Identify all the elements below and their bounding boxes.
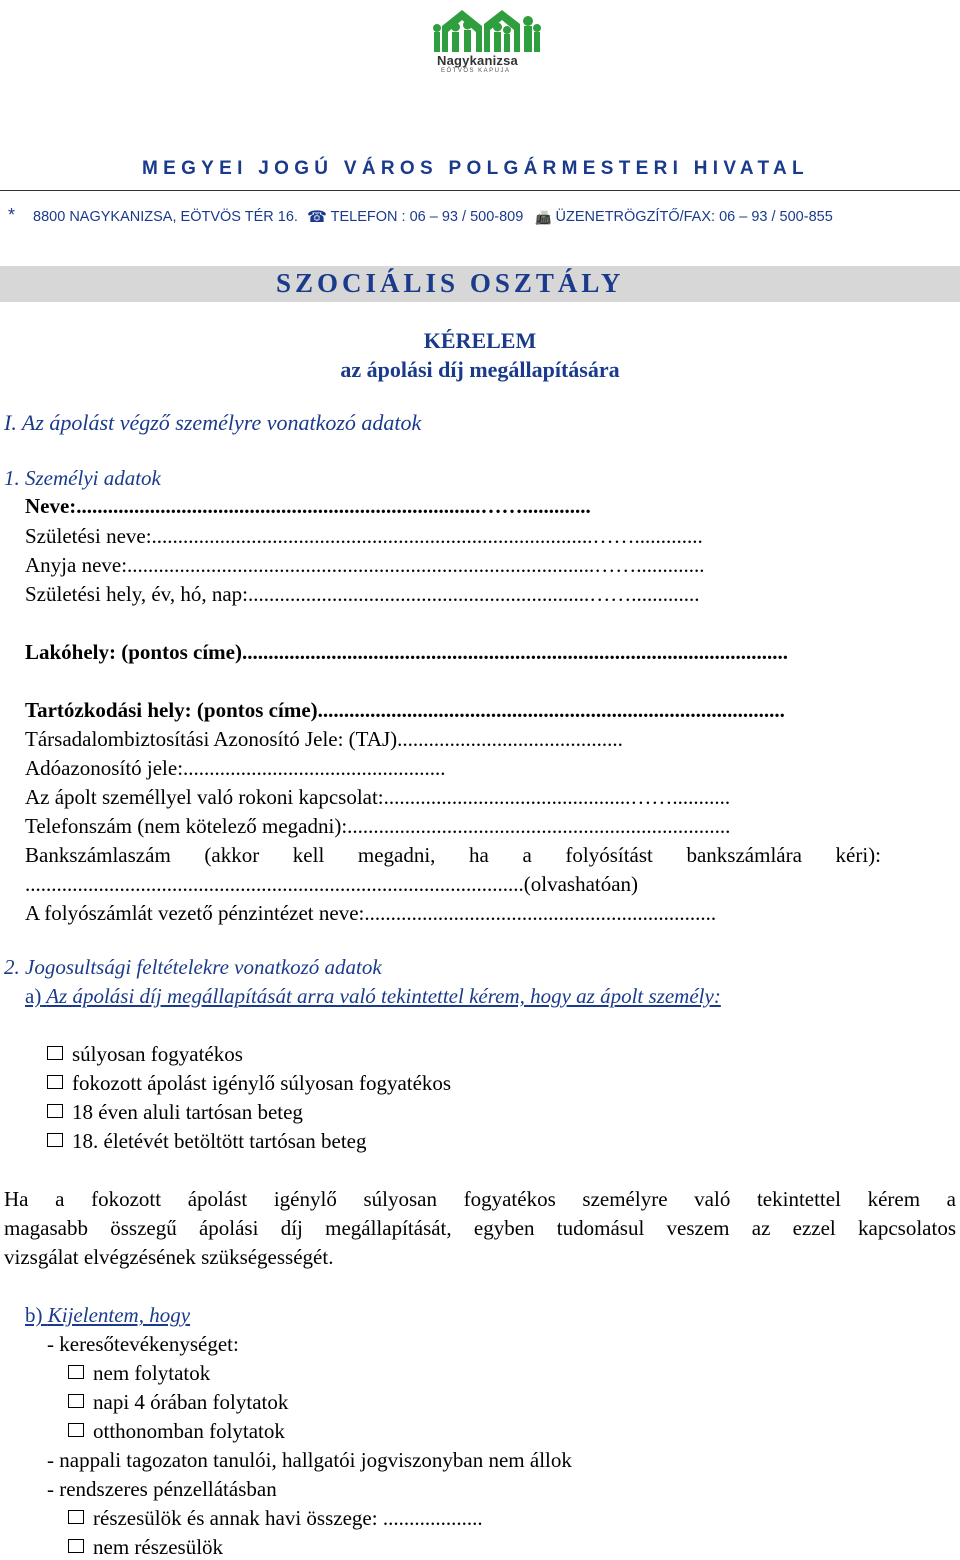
work-option-none[interactable] xyxy=(68,1360,210,1386)
benefit-option-yes[interactable] xyxy=(68,1505,483,1531)
address-text: 8800 NAGYKANIZSA, EÖTVÖS TÉR 16. xyxy=(33,209,298,225)
checkbox[interactable] xyxy=(47,1046,63,1060)
fax-text: ÜZENETRÖGZÍTŐ/FAX: 06 – 93 / 500-855 xyxy=(555,209,833,225)
work-option-home[interactable] xyxy=(68,1418,285,1444)
option-under-18-ill[interactable] xyxy=(47,1099,303,1125)
section2a-label: a) xyxy=(25,984,42,1008)
paragraph-line-1: Ha a fokozott ápolást igénylő súlyosan fogyatékos személyre való tekintettel kérem a xyxy=(4,1187,956,1211)
field-relation[interactable]: Az ápolt személlyel való rokoni kapcsolat:...............................................……........... xyxy=(25,785,731,809)
option-enhanced-care[interactable] xyxy=(47,1070,451,1096)
benefit-label: - rendszeres pénzellátásban xyxy=(47,1477,277,1501)
field-mother-name[interactable]: Anyja neve:.........................................................................................……............. xyxy=(25,553,705,577)
field-bank-account-label: Bankszámlaszám (akkor kell megadni, ha a folyósítást bankszámlára kéri): xyxy=(25,843,881,867)
field-birth-place-date[interactable]: Születési hely, év, hó, nap:.................................................................……............. xyxy=(25,582,700,606)
logo-wordmark: Nagykanizsa xyxy=(437,53,518,68)
field-name[interactable]: Neve:.............................................................................……............. xyxy=(25,494,591,518)
option-label: 18 éven aluli tartósan beteg xyxy=(72,1100,303,1124)
field-residence[interactable]: Lakóhely: (pontos címe)........................................................................................................ xyxy=(25,640,788,664)
section1-heading: I. Az ápolást végző személyre vonatkozó adatok xyxy=(4,410,422,435)
option-label: súlyosan fogyatékos xyxy=(72,1042,243,1066)
option-label: nem folytatok xyxy=(93,1361,211,1385)
address-line xyxy=(8,205,833,227)
field-stay-address[interactable]: Tartózkodási hely: (pontos címe)......................................................................................... xyxy=(25,698,785,722)
department-title: SZOCIÁLIS OSZTÁLY xyxy=(276,268,625,298)
header-divider xyxy=(0,190,960,191)
field-phone[interactable]: Telefonszám (nem kötelező megadni):......................................................................... xyxy=(25,814,731,838)
personal-data-heading: 1. Személyi adatok xyxy=(4,466,161,490)
paragraph-line-3: vizsgálat elvégzésének szükségességét. xyxy=(4,1245,334,1269)
work-label: - keresőtevékenységet: xyxy=(47,1332,239,1356)
benefit-option-no[interactable] xyxy=(68,1534,223,1560)
request-title: KÉRELEM xyxy=(423,328,537,353)
section2a-line xyxy=(25,983,721,1009)
office-title: MEGYEI JOGÚ VÁROS POLGÁRMESTERI HIVATAL xyxy=(142,158,809,179)
field-taj[interactable]: Társadalombiztosítási Azonosító Jele: (TAJ)........................................... xyxy=(25,727,623,751)
option-label: nem részesülök xyxy=(93,1535,224,1559)
field-bank-name[interactable]: A folyószámlát vezető pénzintézet neve:................................................................... xyxy=(25,901,717,925)
option-label: részesülök és annak havi összege: ................... xyxy=(93,1506,483,1530)
paragraph-line-2: magasabb összegű ápolási díj megállapítását, egyben tudomásul veszem az ezzel kapcsolatos xyxy=(4,1216,956,1240)
checkbox[interactable] xyxy=(68,1365,84,1379)
checkbox[interactable] xyxy=(68,1423,84,1437)
option-label: fokozott ápolást igénylő súlyosan fogyatékos xyxy=(72,1071,452,1095)
field-bank-account[interactable]: ...............................................................................................(olvashatóan) xyxy=(25,872,639,896)
checkbox[interactable] xyxy=(47,1133,63,1147)
option-severely-disabled[interactable] xyxy=(47,1041,243,1067)
logo-tagline: EÖTVÖS KAPUJA xyxy=(441,68,511,74)
section2b-text: Kijelentem, hogy xyxy=(47,1303,191,1327)
request-subtitle: az ápolási díj megállapítására xyxy=(340,357,620,382)
section2b-line xyxy=(25,1302,190,1328)
section2-heading: 2. Jogosultsági feltételekre vonatkozó adatok xyxy=(4,955,382,979)
checkbox[interactable] xyxy=(68,1394,84,1408)
field-birth-name[interactable]: Születési neve:....................................................................................……............. xyxy=(25,524,703,548)
student-statement: - nappali tagozaton tanulói, hallgatói jogviszonyban nem állok xyxy=(47,1448,572,1472)
phone-text: TELEFON : 06 – 93 / 500-809 xyxy=(330,209,524,225)
asterisk-marker: * xyxy=(8,205,16,225)
checkbox[interactable] xyxy=(47,1104,63,1118)
checkbox[interactable] xyxy=(47,1075,63,1089)
section2b-label: b) xyxy=(25,1303,43,1327)
option-label: otthonomban folytatok xyxy=(93,1419,285,1443)
option-over-18-ill[interactable] xyxy=(47,1128,366,1154)
field-tax-id[interactable]: Adóazonosító jele:.................................................. xyxy=(25,756,446,780)
phone-icon: ☎ xyxy=(306,209,327,226)
option-label: napi 4 órában folytatok xyxy=(93,1390,289,1414)
section2a-text: Az ápolási díj megállapítását arra való tekintettel kérem, hogy az ápolt személy: xyxy=(46,984,721,1008)
checkbox[interactable] xyxy=(68,1539,84,1553)
checkbox[interactable] xyxy=(68,1510,84,1524)
work-option-4-hours[interactable] xyxy=(68,1389,288,1415)
fax-icon: 📠 xyxy=(535,210,552,225)
option-label: 18. életévét betöltött tartósan beteg xyxy=(72,1129,367,1153)
